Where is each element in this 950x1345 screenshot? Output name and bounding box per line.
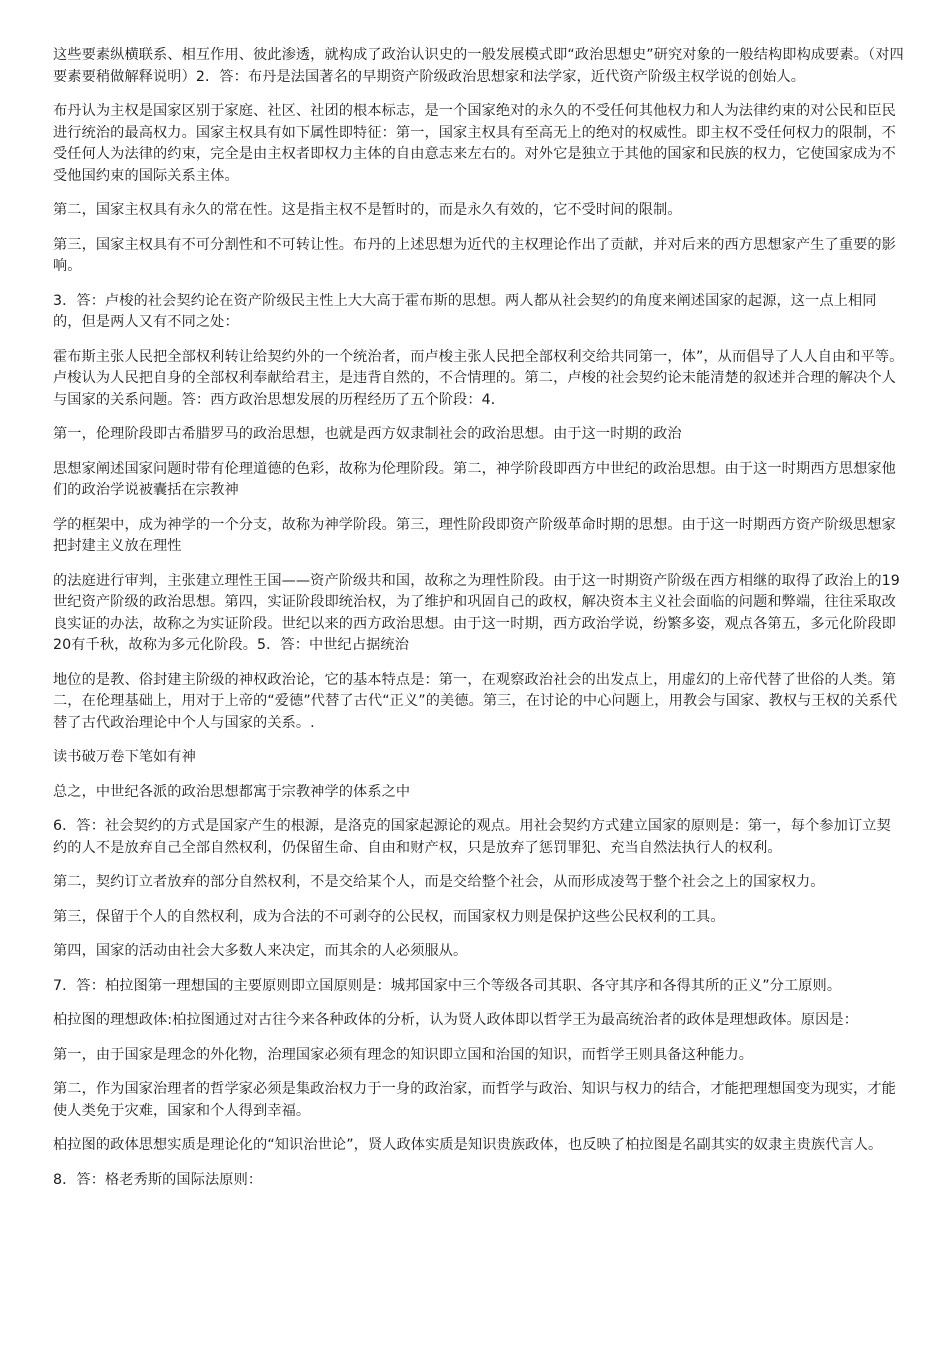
paragraph-15: 第二，契约订立者放弃的部分自然权利，不是交给某个人，而是交给整个社会，从而形成凌驾于整个社会之上的国家权力。 — [53, 874, 825, 890]
paragraph-12: 读书破万卷下笔如有神 — [53, 749, 196, 765]
paragraph-7: 第一，伦理阶段即古希腊罗马的政治思想，也就是西方奴隶制社会的政治思想。由于这一时期的政治 — [53, 426, 682, 442]
paragraph-14: 6．答：社会契约的方式是国家产生的根源，是洛克的国家起源论的观点。用社会契约方式建立国家的原则是：第一，每个参加订立契约的人不是放弃自己全部自然权利，仍保留生命、自由和财产权，只是放弃了惩罚罪犯、充当自然法执行人的权利。 — [53, 818, 891, 856]
paragraph-16: 第三，保留于个人的自然权利，成为合法的不可剥夺的公民权，而国家权力则是保护这些公民权利的工具。 — [53, 908, 725, 925]
paragraph-13: 总之，中世纪各派的政治思想都寓于宗教神学的体系之中 — [53, 783, 411, 800]
paragraph-6: 霍布斯主张人民把全部权利转让给契约外的一个统治者，而卢梭主张人民把全部权利交给共同第一，体”，从而倡导了人人自由和平等。卢梭认为人民把自身的全部权利奉献给君主，是违背自然的，不合情理的。第二，卢梭的社会契约论未能清楚的叙述并合理的解决个人与国家的关系问题。答：西方政治思想发展的历程经历了五个阶段：4． — [53, 348, 904, 408]
paragraph-19: 柏拉图的理想政体:柏拉图通过对古往今来各种政体的分析，认为贤人政体即以哲学王为最高统治者的政体是理想政体。原因是： — [53, 1012, 858, 1028]
paragraph-22: 柏拉图的政体思想实质是理论化的“知识治世论”，贤人政体实质是知识贵族政体，也反映了柏拉图是名副其实的奴隶主贵族代言人。 — [53, 1137, 883, 1153]
paragraph-9: 学的框架中，成为神学的一个分支，故称为神学阶段。第三，理性阶段即资产阶级革命时期的思想。由于这一时期西方资产阶级思想家把封建主义放在理性 — [53, 516, 896, 554]
paragraph-4: 第三，国家主权具有不可分割性和不可转让性。布丹的上述思想为近代的主权理论作出了贡献，并对后来的西方思想家产生了重要的影响。 — [53, 236, 896, 274]
paragraph-17: 第四，国家的活动由社会大多数人来决定，而其余的人必须服从。 — [53, 943, 468, 959]
paragraph-20: 第一，由于国家是理念的外化物，治理国家必须有理念的知识即立国和治国的知识，而哲学王则具备这种能力。 — [53, 1046, 754, 1063]
paragraph-11: 地位的是教、俗封建主阶级的神权政治论，它的基本特点是：第一，在观察政治社会的出发点上，用虚幻的上帝代替了世俗的人类。第二，在伦理基础上，用对于上帝的“爱德”代替了古代“正义”的美德。第三，在讨论的中心问题上，用教会与国家、教权与王权的关系代替了古代政治理论中个人与国家的关系。. — [53, 671, 898, 731]
paragraph-3: 第二，国家主权具有永久的常在性。这是指主权不是暂时的，而是永久有效的，它不受时间的限制。 — [53, 202, 682, 218]
paragraph-5: 3．答：卢梭的社会契约论在资产阶级民主性上大大高于霍布斯的思想。两人都从社会契约的角度来阐述国家的起源，这一点上相同的，但是两人又有不同之处： — [53, 292, 877, 330]
paragraph-1: 这些要素纵横联系、相互作用、彼此渗透，就构成了政治认识史的一般发展模式即“政治思想史”研究对象的一般结构即构成要素。（对四要素要稍做解释说明）2．答：布丹是法国著名的早期资产阶级政治思想家和法学家，近代资产阶级主权学说的创始人。 — [53, 47, 904, 85]
paragraph-10: 的法庭进行审判，主张建立理性王国——资产阶级共和国，故称之为理性阶段。由于这一时期资产阶级在西方相继的取得了政治上的19世纪资产阶级的政治思想。第四，实证阶段即统治权，为了维护和巩固自己的政权，解决资本主义社会面临的问题和弊端，往往采取改良实证的办法，故称之为实证阶段。世纪以来的西方政治思想。由于这一时期，西方政治学说，纷繁多姿，观点各第五，多元化阶段即20有千秋，故称为多元化阶段。5．答：中世纪占据统治 — [53, 572, 900, 653]
paragraph-8: 思想家阐述国家问题时带有伦理道德的色彩，故称为伦理阶段。第二，神学阶段即西方中世纪的政治思想。由于这一时期西方思想家他们的政治学说被囊括在宗教神 — [53, 460, 896, 498]
paragraph-21: 第二，作为国家治理者的哲学家必须是集政治权力于一身的政治家，而哲学与政治、知识与权力的结合，才能把理想国变为现实，才能使人类免于灾难，国家和个人得到幸福。 — [53, 1081, 896, 1119]
paragraph-23: 8．答：格老秀斯的国际法原则： — [53, 1171, 263, 1188]
paragraph-2: 布丹认为主权是国家区别于家庭、社区、社团的根本标志，是一个国家绝对的永久的不受任何其他权力和人为法律约束的对公民和臣民进行统治的最高权力。国家主权具有如下属性即特征：第一，国家主权具有至高无上的绝对的权威性。即主权不受任何权力的限制，不受任何人为法律的约束，完全是由主权者即权力主体的自由意志来左右的。对外它是独立于其他的国家和民族的权力，它使国家成为不受他国约束的国际关系主体。 — [53, 103, 896, 184]
paragraph-18: 7．答：柏拉图第一理想国的主要原则即立国原则是：城邦国家中三个等级各司其职、各守其序和各得其所的正义”分工原则。 — [53, 977, 842, 994]
